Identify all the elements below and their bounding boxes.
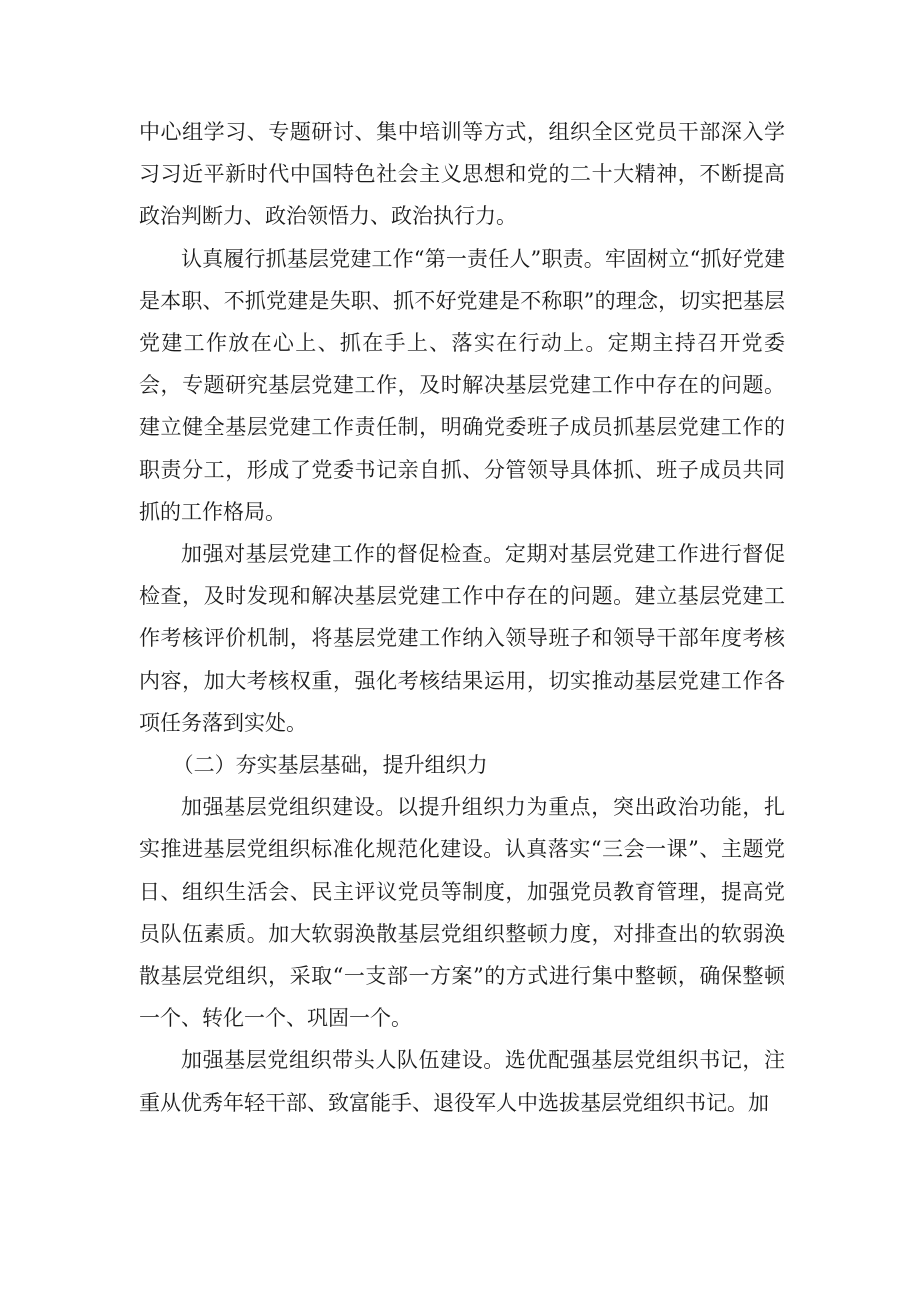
document-body bbox=[139, 111, 785, 1124]
paragraph-first-responsible-person: 认真履行抓基层党建工作“第一责任人”职责。牢固树立“抓好党建是本职、不抓党建是失职、抓不好党建是不称职”的理念，切实把基层党建工作放在心上、抓在手上、落实在行动上。定期主持召开党委会，专题研究基层党建工作，及时解决基层党建工作中存在的问题。建立健全基层党建工作责任制，明确党委班子成员抓基层党建工作的职责分工，形成了党委书记亲自抓、分管领导具体抓、班子成员共同抓的工作格局。 bbox=[139, 246, 785, 524]
paragraph-leader-team-building: 加强基层党组织带头人队伍建设。选优配强基层党组织书记，注重从优秀年轻干部、致富能手、退役军人中选拔基层党组织书记。加 bbox=[139, 1048, 785, 1115]
section-heading: （二）夯实基层基础，提升组织力 bbox=[172, 753, 488, 778]
paragraph-party-organization-building: 加强基层党组织建设。以提升组织力为重点，突出政治功能，扎实推进基层党组织标准化规范化建设。认真落实“三会一课”、主题党日、组织生活会、民主评议党员等制度，加强党员教育管理，提高党员队伍素质。加大软弱涣散基层党组织整顿力度，对排查出的软弱涣散基层党组织，采取“一支部一方案”的方式进行集中整顿，确保整顿一个、转化一个、巩固一个。 bbox=[139, 795, 785, 1031]
paragraph-continuation: 中心组学习、专题研讨、集中培训等方式，组织全区党员干部深入学习习近平新时代中国特色社会主义思想和党的二十大精神，不断提高政治判断力、政治领悟力、政治执行力。 bbox=[139, 120, 785, 229]
paragraph-supervision-inspection: 加强对基层党建工作的督促检查。定期对基层党建工作进行督促检查，及时发现和解决基层党建工作中存在的问题。建立基层党建工作考核评价机制，将基层党建工作纳入领导班子和领导干部年度考核内容，加大考核权重，强化考核结果运用，切实推动基层党建工作各项任务落到实处。 bbox=[139, 542, 785, 735]
